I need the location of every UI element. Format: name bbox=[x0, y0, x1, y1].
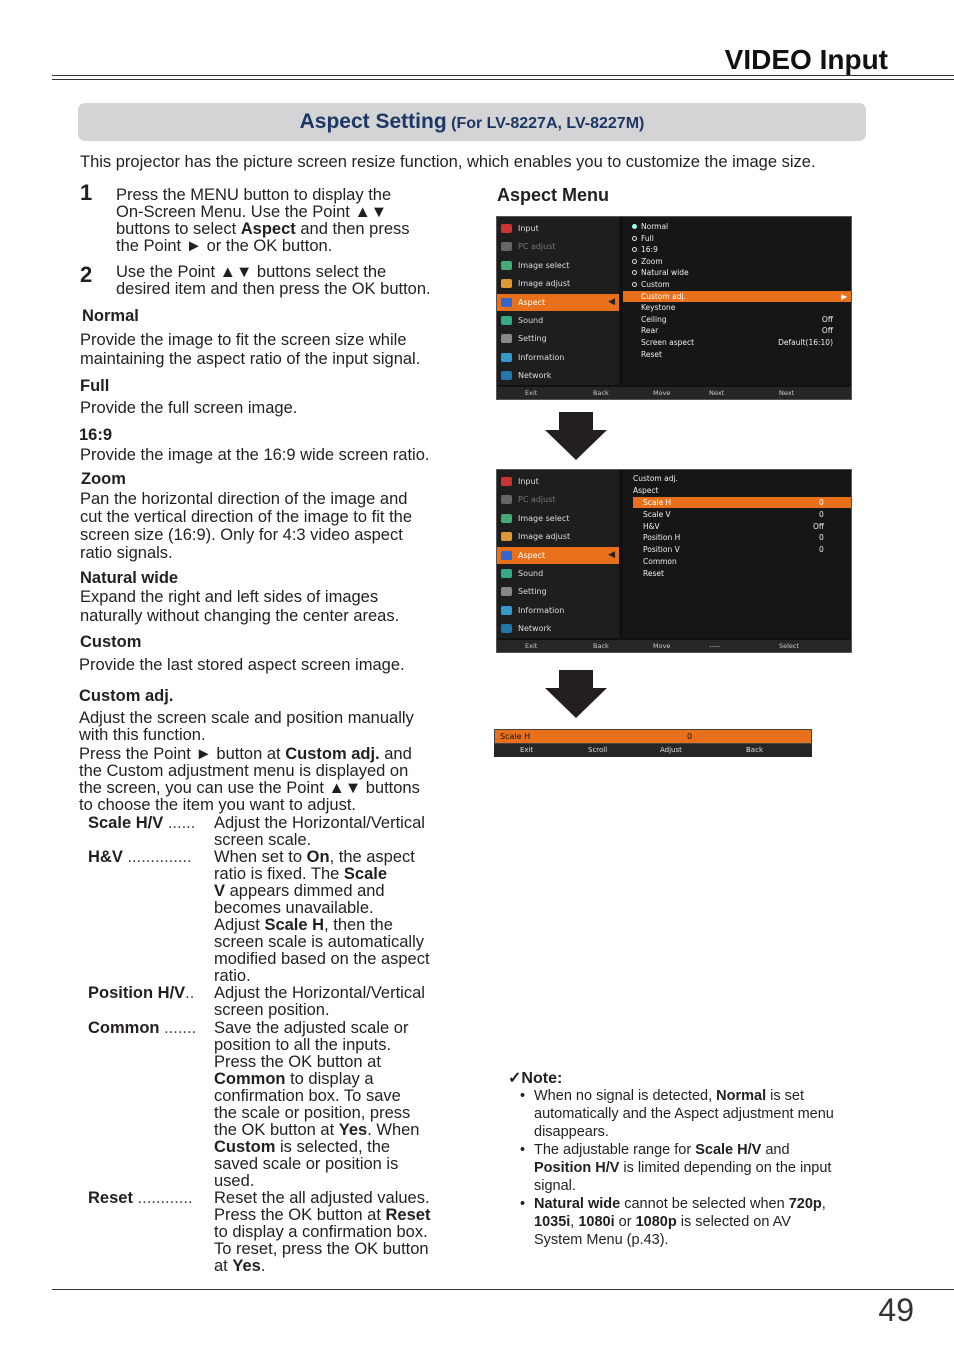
option-label: Ceiling bbox=[641, 314, 667, 324]
option-label: 16:9 bbox=[641, 245, 658, 255]
guide-next: Next bbox=[709, 389, 725, 397]
header-rule-2 bbox=[52, 79, 954, 80]
aspect-option[interactable] bbox=[623, 233, 851, 244]
custom-adj-option[interactable] bbox=[633, 509, 851, 520]
menu-item[interactable] bbox=[497, 565, 619, 582]
menu-guide-bar bbox=[497, 640, 851, 652]
term-scale-hv: Scale H/V ...... bbox=[88, 814, 196, 832]
section-subtitle: (For LV-8227A, LV-8227M) bbox=[451, 115, 645, 132]
menu-item-label: Information bbox=[518, 352, 565, 362]
guide-move: Move bbox=[653, 389, 671, 397]
option-name: Custom bbox=[80, 633, 142, 651]
option-value: ▶ bbox=[841, 291, 847, 301]
menu-item[interactable] bbox=[497, 330, 619, 347]
option-label: Common bbox=[643, 557, 677, 566]
guide-move: Move bbox=[653, 642, 671, 650]
menu-item[interactable] bbox=[497, 312, 619, 329]
option-label: Reset bbox=[641, 349, 662, 359]
note-heading: ✓Note: bbox=[508, 1070, 563, 1087]
menu-item-label: Network bbox=[518, 371, 552, 381]
menu-item[interactable] bbox=[497, 220, 619, 237]
custom-adj-heading: Custom adj. bbox=[79, 687, 174, 705]
guide-back: Back bbox=[593, 389, 609, 397]
custom-adj-intro: Adjust the screen scale and position manually with this function. Press the Point ► button at Custom adj. and the Custom adjustment menu is displayed on the screen, you can use the Point ▲▼ buttons to choose the item you want to adjust. bbox=[79, 709, 420, 814]
aspect-option[interactable] bbox=[623, 244, 851, 255]
term-hv: H&V .............. bbox=[88, 848, 192, 866]
main-menu-list bbox=[497, 217, 619, 385]
aspect-option[interactable] bbox=[623, 314, 851, 325]
aspect-option[interactable] bbox=[623, 256, 851, 267]
menu-item-icon bbox=[501, 514, 512, 523]
menu-item-icon bbox=[501, 316, 512, 325]
option-value: Off bbox=[813, 521, 825, 531]
option-name: Normal bbox=[82, 307, 139, 325]
menu-item-label: Input bbox=[518, 224, 539, 233]
custom-adj-option[interactable] bbox=[633, 532, 851, 543]
desc-position-hv: Adjust the Horizontal/Vertical screen position. bbox=[214, 984, 425, 1019]
option-value: Off bbox=[821, 314, 833, 324]
menu-item[interactable] bbox=[497, 367, 619, 384]
radio-icon bbox=[632, 224, 637, 229]
menu-item-icon bbox=[501, 298, 512, 307]
custom-adj-option[interactable] bbox=[633, 544, 851, 555]
custom-adj-option[interactable] bbox=[633, 568, 851, 579]
desc-scale-hv: Adjust the Horizontal/Vertical screen scale. bbox=[214, 814, 425, 849]
scale-h-label: Scale H bbox=[500, 732, 531, 741]
menu-item[interactable] bbox=[497, 473, 619, 490]
radio-icon bbox=[632, 282, 637, 287]
desc-hv: When set to On, the aspect ratio is fixed. The Scale V appears dimmed and becomes unavailable. Adjust Scale H, then the screen scale is automatically modified based on the aspect ratio. bbox=[214, 848, 430, 985]
menu-item-icon bbox=[501, 477, 512, 486]
menu-item-label: Setting bbox=[518, 587, 547, 597]
menu-item-label: Image adjust bbox=[518, 532, 571, 542]
adjust-guide-bar: Exit Scroll Adjust Back bbox=[494, 744, 812, 757]
option-value: 0 bbox=[819, 509, 824, 519]
down-arrow-icon bbox=[545, 412, 607, 460]
menu-item-icon bbox=[501, 587, 512, 596]
menu-item[interactable] bbox=[497, 257, 619, 274]
menu-item-label: Aspect bbox=[518, 550, 546, 560]
note-bullets bbox=[520, 1087, 880, 1249]
option-desc: Pan the horizontal direction of the image and cut the vertical direction of the image to fit the screen size (16:9). Only for 4:3 video aspect ratio signals. bbox=[80, 490, 413, 562]
option-label: Natural wide bbox=[641, 268, 689, 278]
guide-select: Select bbox=[779, 642, 800, 650]
menu-item-icon bbox=[501, 279, 512, 288]
option-label: Full bbox=[641, 233, 654, 243]
option-label: Zoom bbox=[641, 256, 663, 266]
step-1-text: Press the MENU button to display the On-Screen Menu. Use the Point ▲▼ buttons to select Aspect and then press the Point ► or the OK button. bbox=[116, 186, 410, 255]
note-bullet: • When no signal is detected, Normal is set automatically and the Aspect adjustment menu disappears. bbox=[520, 1088, 834, 1140]
menu-item[interactable] bbox=[497, 510, 619, 527]
option-value: 0 bbox=[819, 498, 824, 507]
option-desc: Provide the last stored aspect screen image. bbox=[79, 656, 405, 674]
option-label: Screen aspect bbox=[641, 338, 695, 347]
option-name: Zoom bbox=[81, 470, 126, 488]
menu-item[interactable] bbox=[497, 620, 619, 637]
menu-item-label: Aspect bbox=[518, 297, 546, 307]
custom-adj-option[interactable] bbox=[633, 497, 851, 508]
menu-item-icon bbox=[501, 334, 512, 343]
guide-back: Back bbox=[593, 642, 609, 650]
option-desc: Provide the image at the 16:9 wide screen ratio. bbox=[80, 446, 430, 464]
option-label: Custom adj. bbox=[641, 291, 686, 301]
radio-icon bbox=[632, 270, 637, 275]
option-label: Normal bbox=[641, 222, 669, 231]
option-label: Position V bbox=[643, 545, 680, 555]
main-menu-list bbox=[497, 470, 619, 638]
custom-adj-option[interactable] bbox=[633, 556, 851, 567]
custom-adj-submenu bbox=[623, 470, 851, 638]
menu-item-icon bbox=[501, 242, 512, 251]
menu-item-label: Sound bbox=[518, 569, 544, 578]
guide-exit: Exit bbox=[525, 642, 538, 650]
option-label: Keystone bbox=[641, 303, 676, 313]
intro-text: This projector has the picture screen resize function, which enables you to customize the image size. bbox=[80, 153, 816, 171]
menu-item[interactable] bbox=[497, 602, 619, 619]
step-number: 2 bbox=[80, 262, 93, 287]
down-arrow-icon bbox=[545, 670, 607, 718]
option-label: Rear bbox=[641, 326, 659, 336]
option-name: Full bbox=[80, 377, 110, 395]
menu-item-label: PC adjust bbox=[518, 495, 556, 505]
option-label: H&V bbox=[643, 521, 660, 531]
scale-h-value: 0 bbox=[687, 732, 693, 741]
selected-arrow-icon: ◀ bbox=[608, 296, 615, 307]
menu-item-icon bbox=[501, 606, 512, 615]
menu-item-label: Information bbox=[518, 605, 565, 615]
aspect-option[interactable] bbox=[623, 349, 851, 360]
menu-item-icon bbox=[501, 224, 512, 233]
custom-adj-option[interactable] bbox=[633, 521, 851, 532]
menu-item-label: Image adjust bbox=[518, 279, 571, 289]
scale-h-adjust-bar bbox=[494, 729, 812, 758]
option-label: Reset bbox=[643, 568, 664, 578]
custom-adj-screen bbox=[496, 469, 852, 653]
option-name: Natural wide bbox=[80, 569, 179, 587]
option-name: 16:9 bbox=[79, 426, 113, 444]
menu-item[interactable] bbox=[497, 349, 619, 366]
menu-item-icon bbox=[501, 569, 512, 578]
menu-item[interactable] bbox=[497, 583, 619, 600]
aspect-option[interactable] bbox=[623, 221, 851, 232]
menu-item-icon bbox=[501, 532, 512, 541]
step-number: 1 bbox=[80, 180, 93, 205]
selected-arrow-icon: ◀ bbox=[608, 549, 615, 560]
radio-icon bbox=[632, 259, 637, 264]
menu-item-icon bbox=[501, 495, 512, 504]
page-header-title: VIDEO Input bbox=[724, 44, 888, 75]
option-value: Default(16:10) bbox=[778, 338, 833, 347]
term-common: Common ....... bbox=[88, 1019, 197, 1037]
check-icon: ✓ bbox=[508, 1070, 522, 1087]
menu-item-icon bbox=[501, 353, 512, 362]
note-bullet: • Natural wide cannot be selected when 720p, 1035i, 1080i or 1080p is selected on AV System Menu (p.43). bbox=[520, 1196, 826, 1248]
menu-item[interactable] bbox=[497, 491, 619, 508]
section-title: Aspect Setting bbox=[299, 110, 447, 133]
aspect-submenu bbox=[623, 217, 851, 385]
section-heading bbox=[78, 103, 866, 141]
guide-exit: Exit bbox=[525, 389, 538, 397]
menu-item-icon bbox=[501, 261, 512, 270]
menu-item-label: Network bbox=[518, 624, 552, 634]
option-label: Scale H bbox=[643, 498, 672, 507]
note-bullet: • The adjustable range for Scale H/V and Position H/V is limited depending on the input signal. bbox=[520, 1142, 832, 1194]
submenu-title: Custom adj. bbox=[633, 474, 678, 483]
radio-icon bbox=[632, 236, 637, 241]
option-value: 0 bbox=[819, 545, 824, 555]
footer-rule bbox=[52, 1289, 954, 1290]
page-number: 49 bbox=[878, 1292, 914, 1328]
option-value: Off bbox=[821, 326, 833, 336]
aspect-menu-screen bbox=[496, 216, 852, 400]
aspect-option[interactable] bbox=[623, 337, 851, 348]
menu-guide-bar bbox=[497, 387, 851, 399]
aspect-option[interactable] bbox=[623, 291, 851, 302]
option-label: Position H bbox=[643, 533, 681, 543]
menu-item-icon bbox=[501, 551, 512, 560]
menu-item[interactable] bbox=[497, 238, 619, 255]
option-label: Scale V bbox=[643, 509, 671, 519]
menu-item-label: Input bbox=[518, 477, 539, 486]
menu-item[interactable] bbox=[497, 275, 619, 292]
menu-item-label: PC adjust bbox=[518, 242, 556, 252]
step-2-text: Use the Point ▲▼ buttons select the desired item and then press the OK button. bbox=[116, 263, 431, 298]
aspect-option[interactable] bbox=[623, 325, 851, 336]
aspect-menu-heading: Aspect Menu bbox=[497, 185, 610, 205]
menu-item[interactable] bbox=[497, 528, 619, 545]
menu-item-label: Image select bbox=[518, 513, 570, 523]
aspect-option[interactable] bbox=[623, 302, 851, 313]
menu-item-label: Image select bbox=[518, 260, 570, 270]
guide-next-ok: Next bbox=[779, 389, 795, 397]
option-label: Custom bbox=[641, 280, 670, 289]
guide-dashes: ----- bbox=[709, 642, 721, 650]
menu-item-label: Sound bbox=[518, 316, 544, 325]
menu-item[interactable] bbox=[497, 547, 619, 564]
radio-icon bbox=[632, 247, 637, 252]
menu-item-icon bbox=[501, 371, 512, 380]
menu-item-label: Setting bbox=[518, 334, 547, 344]
aspect-option[interactable] bbox=[623, 267, 851, 278]
submenu-subtitle: Aspect bbox=[633, 486, 659, 495]
menu-item[interactable] bbox=[497, 294, 619, 311]
desc-common: Save the adjusted scale or position to all the inputs. Press the OK button at Common to display a confirmation box. To save the scale or position, press the OK button at Yes. When Custom is selected, the saved scale or position is used. bbox=[214, 1019, 420, 1190]
menu-item-icon bbox=[501, 624, 512, 633]
option-desc: Provide the full screen image. bbox=[80, 399, 298, 417]
option-desc: Provide the image to fit the screen size while maintaining the aspect ratio of the input signal. bbox=[80, 331, 421, 368]
desc-reset: Reset the all adjusted values. Press the OK button at Reset to display a confirmation box. To reset, press the OK button at Yes. bbox=[214, 1189, 431, 1275]
option-value: 0 bbox=[819, 533, 824, 543]
term-reset: Reset ............ bbox=[88, 1189, 193, 1207]
aspect-option[interactable] bbox=[623, 279, 851, 290]
term-position-hv: Position H/V.. bbox=[88, 984, 195, 1002]
header-rule bbox=[52, 75, 954, 76]
option-desc: Expand the right and left sides of images naturally without changing the center areas. bbox=[80, 588, 400, 625]
scale-h-row bbox=[494, 729, 812, 744]
